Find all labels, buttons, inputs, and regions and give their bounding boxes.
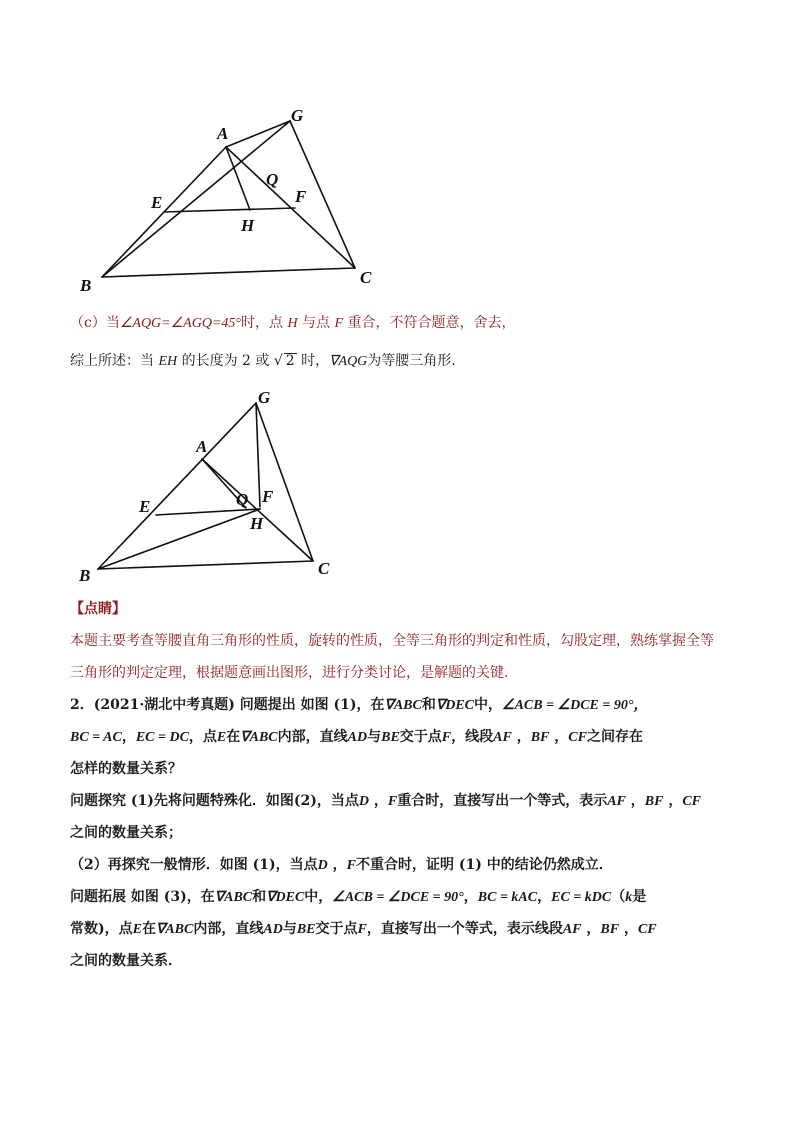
label-A: A: [196, 437, 208, 456]
label-E: E: [139, 497, 151, 516]
segment-BC: [98, 561, 313, 569]
problem-2-line-6: （2）再探究一般情形．如图 (1)，当点D ，F不重合时，证明 (1) 中的结论仍然成立．: [70, 857, 613, 873]
problem-2-line-5: 之间的数量关系；: [70, 825, 182, 841]
figure-1: [70, 100, 410, 300]
figure-2-diagram: [70, 385, 360, 585]
label-B: B: [80, 276, 92, 295]
comment-heading: 【点睛】: [70, 601, 126, 617]
label-B: B: [79, 566, 91, 585]
segment-BG: [102, 121, 290, 277]
segment-BC: [102, 268, 355, 277]
figure-2: [70, 385, 360, 585]
segment-BH: [98, 509, 260, 569]
label-H: H: [241, 216, 255, 235]
segment-AG: [226, 121, 290, 147]
problem-2-line-3: 怎样的数量关系？: [70, 761, 182, 777]
problem-2-line-2: BC = AC，EC = DC，点E在∇ABC内部，直线AD与BE交于点F，线段AF ，BF ，CF之间存在: [70, 729, 643, 745]
problem-2-line-1: 2．(2021·湖北中考真题) 问题提出 如图 (1)，在∇ABC和∇DEC中，∠ACB = ∠DCE = 90°，: [70, 697, 648, 713]
label-G: G: [258, 388, 271, 407]
figure-1-diagram: [70, 100, 410, 300]
label-H: H: [250, 514, 264, 533]
label-Q: Q: [236, 490, 249, 509]
label-Q: Q: [266, 170, 279, 189]
label-A: A: [217, 124, 229, 143]
label-C: C: [360, 268, 372, 287]
problem-2-line-7: 问题拓展 如图 (3)，在∇ABC和∇DEC中，∠ACB = ∠DCE = 90°，BC = kAC，EC = kDC（k是: [70, 889, 647, 905]
label-F: F: [262, 487, 274, 506]
label-G: G: [291, 106, 304, 125]
segment-GC: [256, 403, 313, 561]
problem-2-line-9: 之间的数量关系．: [70, 953, 182, 969]
comment-line-2: 三角形的判定定理，根据题意画出图形，进行分类讨论，是解题的关键.: [70, 665, 509, 681]
label-C: C: [318, 559, 330, 578]
summary-line: 综上所述：当 EH 的长度为 2 或 √ 2 时，∇AQG为等腰三角形.: [70, 353, 456, 369]
segment-GH: [256, 403, 260, 507]
problem-2-line-4: 问题探究 (1)先将问题特殊化．如图(2)，当点D ，F重合时，直接写出一个等式，表示AF ，BF ，CF: [70, 793, 702, 809]
label-E: E: [151, 193, 163, 212]
comment-line-1: 本题主要考查等腰直角三角形的性质，旋转的性质，全等三角形的判定和性质，勾股定理，熟练掌握全等: [70, 633, 714, 649]
label-F: F: [295, 187, 307, 206]
case-c-line: （c）当∠AQG=∠AGQ=45°时，点 H 与点 F 重合，不符合题意，舍去，: [70, 315, 516, 331]
problem-2-line-8: 常数)，点E在∇ABC内部，直线AD与BE交于点F，直接写出一个等式，表示线段AF ，BF ，CF: [70, 921, 657, 937]
